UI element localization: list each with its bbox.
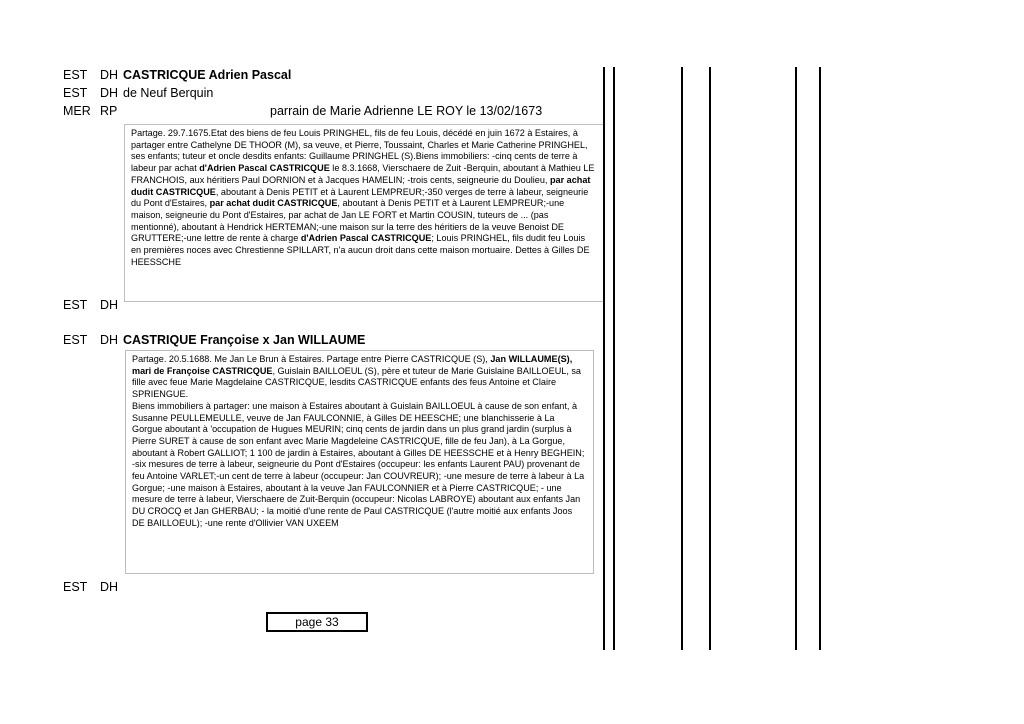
note-highlight: d'Adrien Pascal CASTRICQUE [199, 163, 330, 174]
source-code: DH [100, 333, 119, 347]
notary-note-box [125, 350, 594, 574]
source-code: DH [100, 68, 119, 82]
notary-note-box [124, 124, 604, 302]
place-code: MER [63, 104, 91, 118]
column-divider [603, 67, 605, 650]
place-code: EST [63, 580, 88, 594]
note-text: Partage. 20.5.1688. Me Jan Le Brun à Estaires. Partage entre Pierre CASTRICQUE (S), [132, 354, 491, 364]
place-code: EST [63, 86, 88, 100]
note-text: Biens immobiliers à partager: une maison à Estaires aboutant à Guislain BAILLOEUL à cause de son enfant, à Susanne PEULLEMEULLE, veuve de Jan FAULCONNIE, à Gilles DE HEESCHE; une blanchisserie à La Gorgue aboutant à 'occupation de Hugues MEURIN; cinq cents de jardin dans un plus grand jardin (surplus à Pierre SURET à cause de son enfant avec Marie Magdeleine CASTRICQUE, fille de feu Jan), à La Gorgue, aboutant à Robert GALLIOT; 1 100 de jardin à Estaires, aboutant à Gilles DE HEESSCHE et à Henry BEGHEIN; -six mesures de terre à labeur, seigneurie du Pont d'Estaires (occupeur: les enfants Laurent PAU) provenant de feu Antoine VARLET;-un cent de terre à labeur (occupeur: Jan COUVREUR); -une mesure de terre à labeur à La Gorgue; -une maison à Estaires, aboutant à la veuve Jan FAULCONNIER et à Pierre CASTRICQUE; - une mesure de terre à labeur, Vierschaere de Zuit-Berquin (occupeur: Nicolas LABROYE) aboutant aux enfants Jan DU CROCQ et Jan GHERBAU; - la moitié d'une rente de Paul CASTRICQUE (l'autre moitié aux enfants Joos DE BAILLOEUL); -une rente d'Ollivier VAN UXEEM [132, 400, 585, 528]
place-code: EST [63, 298, 88, 312]
source-code: RP [100, 104, 118, 118]
page-number: page 33 [266, 612, 368, 632]
person-name: CASTRICQUE Adrien Pascal [123, 68, 292, 82]
note-highlight: d'Adrien Pascal CASTRICQUE [300, 233, 432, 244]
column-divider [613, 67, 615, 650]
source-code: DH [100, 298, 119, 312]
person-name: CASTRIQUE Françoise x Jan WILLAUME [123, 333, 366, 347]
place-code: EST [63, 333, 88, 347]
note-text: le 8.3.1668, Vierschaere de Zuit -Berquin, aboutant à Mathieu LE FRANCHOIS, aux héritiers Paul DORNION et à Jacques HAMELIN; -trois cents, seigneurie du Doulieu, [131, 163, 595, 185]
entry-text: de Neuf Berquin [123, 86, 214, 100]
note-text: , aboutant à Denis PETIT et à Laurent LEMPREUR;-350 verges de terre à labeur, seigneurie du Pont d'Estaires, [131, 186, 589, 209]
entry-text: parrain de Marie Adrienne LE ROY le 13/02/1673 [270, 104, 543, 118]
note-text: , aboutant à Denis PETIT et à Laurent LEMPREUR;-une maison, seigneurie du Pont d'Estaires, par achat de Jan LE FORT et Martin COUSIN, tuteurs de ... (pas mentionné), aboutant à Hendrick HERTEMAN;-une maison sur la terre des héritiers de la veuve Benoist DE GRUTTERE;-une lettre de rente à charge [131, 198, 565, 244]
source-code: DH [100, 86, 119, 100]
column-divider [795, 67, 797, 650]
note-highlight: Jan WILLAUME(S), mari de Françoise CASTRICQUE [132, 354, 573, 376]
place-code: EST [63, 68, 88, 82]
column-divider [681, 67, 683, 650]
note-text: , Guislain BAILLOEUL (S), père et tuteur de Marie Guislaine BAILLOEUL, sa fille avec feue Marie Magdelaine CASTRICQUE, lesdits CASTRICQUE enfants des feus Antoine et Claire SPRIENGUE. [132, 365, 581, 400]
column-divider [709, 67, 711, 650]
note-highlight: par achat dudit CASTRICQUE [209, 198, 338, 209]
note-highlight: par achat dudit CASTRICQUE [131, 174, 591, 197]
note-text: Partage. 29.7.1675.Etat des biens de feu Louis PRINGHEL, fils de feu Louis, décédé en juin 1672 à Estaires, à partager entre Cathelyne DE THOOR (M), sa veuve, et Pierre, Toussaint, Charles et Marie Catherine PRINGHEL, ses enfants; tuteur et oncle desdits enfants: Guillaume PRINGHEL (S).Biens immobiliers: -cinq cents de terre à labeur par achat [131, 128, 588, 174]
note-text: ; Louis PRINGHEL, fils dudit feu Louis en premières noces avec Chrestienne SPILLART, n'a aucun droit dans cette maison mortuaire. Dettes à Gilles DE HEESSCHE [131, 233, 590, 267]
source-code: DH [100, 580, 119, 594]
column-divider [819, 67, 821, 650]
